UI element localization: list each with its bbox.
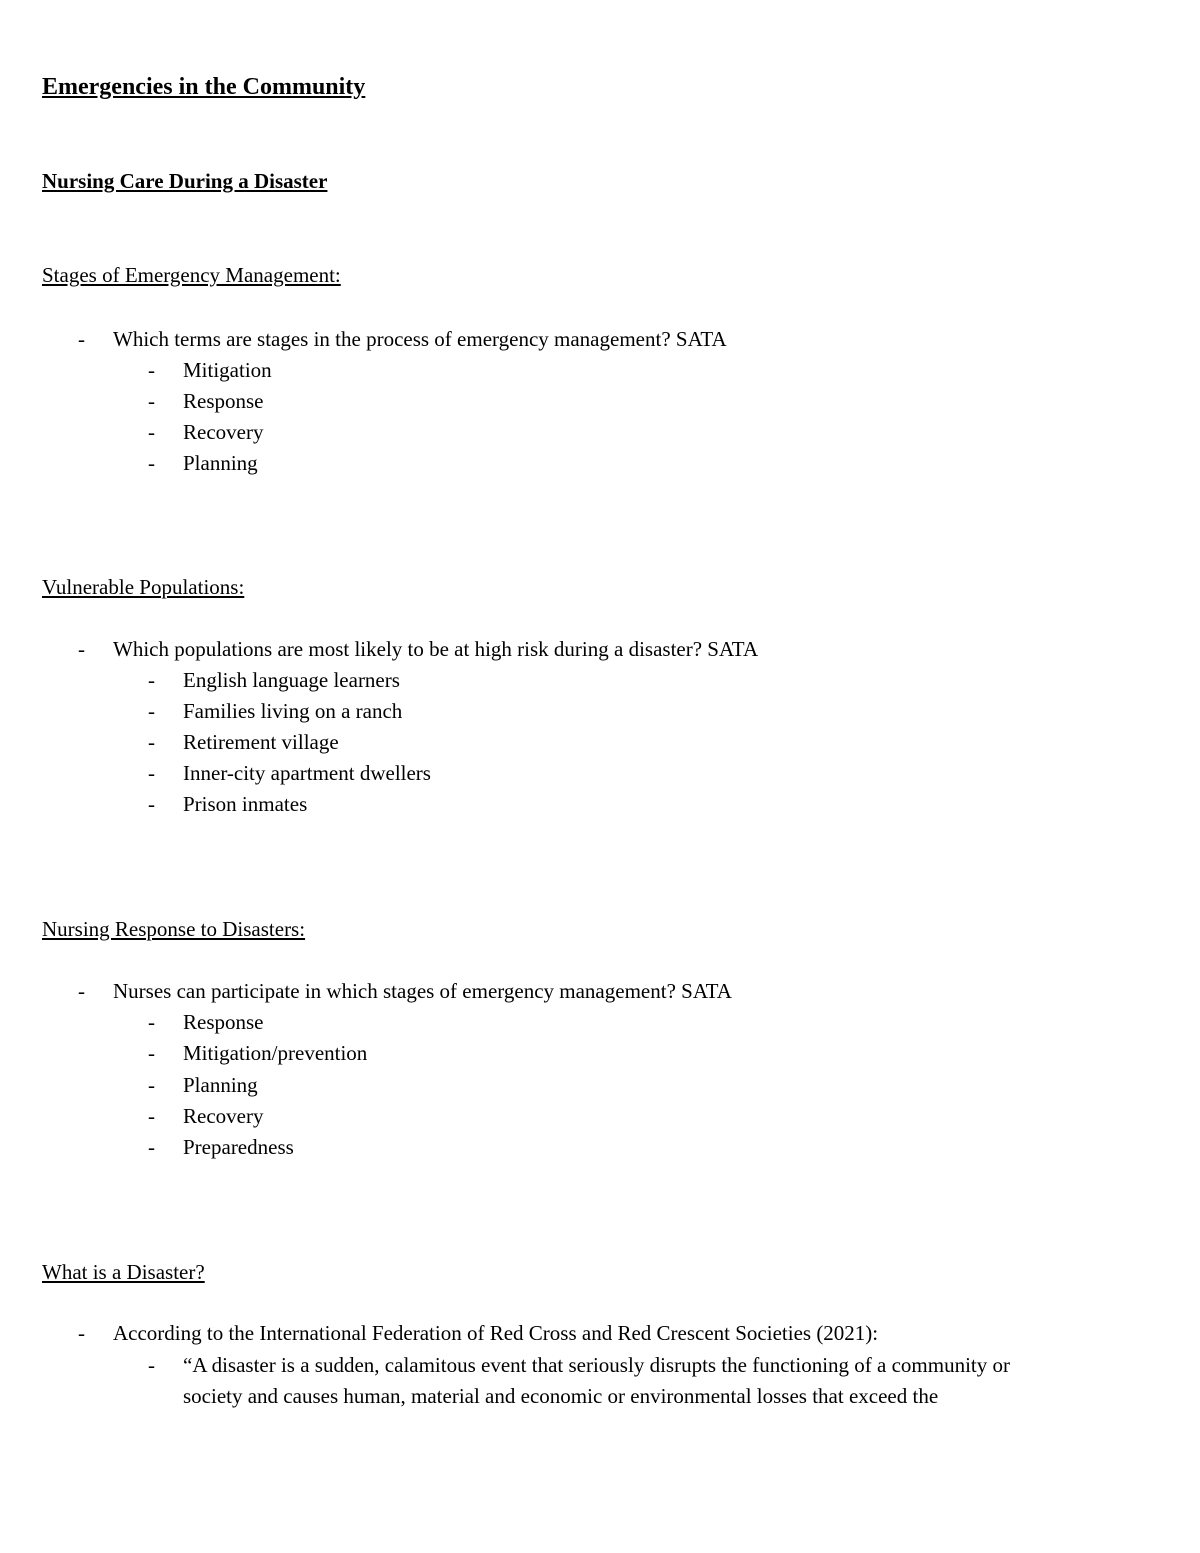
bullet-dash: -: [148, 1010, 155, 1034]
list-item: Mitigation: [183, 358, 272, 382]
bullet-dash: -: [148, 668, 155, 692]
list-item: Preparedness: [183, 1135, 294, 1159]
definition-quote-line: society and causes human, material and economic or environmental losses that exceed the: [183, 1384, 939, 1408]
bullet-dash: -: [148, 451, 155, 475]
list-item: Inner-city apartment dwellers: [183, 761, 431, 785]
bullet-dash: -: [78, 327, 85, 351]
list-item: Response: [183, 389, 264, 413]
section-heading-vulnerable: Vulnerable Populations:: [42, 575, 245, 599]
bullet-dash: -: [148, 699, 155, 723]
bullet-dash: -: [148, 1073, 155, 1097]
list-item: Planning: [183, 451, 258, 475]
bullet-dash: -: [78, 637, 85, 661]
question-definition-source: According to the International Federation of Red Cross and Red Crescent Societies (2021):: [113, 1321, 879, 1345]
question-vulnerable: Which populations are most likely to be at high risk during a disaster? SATA: [113, 637, 759, 661]
bullet-dash: -: [148, 358, 155, 382]
list-item: Mitigation/prevention: [183, 1041, 368, 1065]
list-item: English language learners: [183, 668, 400, 692]
list-item: Recovery: [183, 1104, 264, 1128]
section-heading-nursing-response: Nursing Response to Disasters:: [42, 917, 306, 941]
bullet-dash: -: [148, 1353, 155, 1377]
bullet-dash: -: [148, 730, 155, 754]
bullet-dash: -: [148, 1041, 155, 1065]
section-heading-what-is-disaster: What is a Disaster?: [42, 1260, 205, 1284]
section-heading-stages: Stages of Emergency Management:: [42, 263, 341, 287]
bullet-dash: -: [148, 1135, 155, 1159]
bullet-dash: -: [78, 979, 85, 1003]
bullet-dash: -: [148, 389, 155, 413]
list-item: Planning: [183, 1073, 258, 1097]
bullet-dash: -: [78, 1321, 85, 1345]
bullet-dash: -: [148, 761, 155, 785]
bullet-dash: -: [148, 792, 155, 816]
question-stages: Which terms are stages in the process of emergency management? SATA: [113, 327, 727, 351]
list-item: Families living on a ranch: [183, 699, 403, 723]
document-title: Emergencies in the Community: [42, 74, 366, 100]
document-subtitle: Nursing Care During a Disaster: [42, 169, 328, 193]
list-item: Recovery: [183, 420, 264, 444]
question-nursing-response: Nurses can participate in which stages of emergency management? SATA: [113, 979, 732, 1003]
list-item: Retirement village: [183, 730, 339, 754]
list-item: Response: [183, 1010, 264, 1034]
list-item: Prison inmates: [183, 792, 308, 816]
bullet-dash: -: [148, 420, 155, 444]
definition-quote-line: “A disaster is a sudden, calamitous event that seriously disrupts the functioning of a community or: [183, 1353, 1011, 1377]
bullet-dash: -: [148, 1104, 155, 1128]
